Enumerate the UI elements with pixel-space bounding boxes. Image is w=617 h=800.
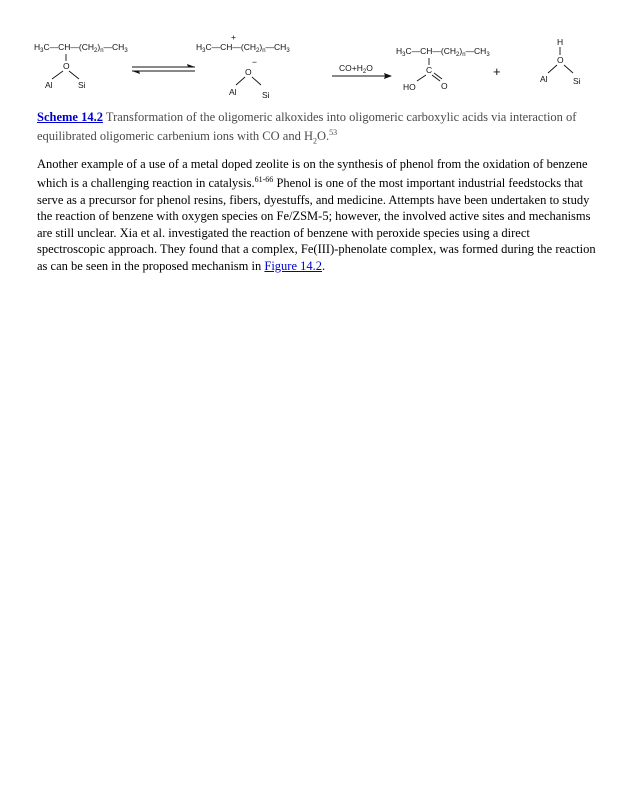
plus-sign: + — [493, 64, 501, 79]
reactant-alkoxide — [34, 42, 128, 90]
bond-c-oh — [417, 75, 426, 81]
bond-o-al — [548, 65, 557, 73]
bond-c-o-double-2 — [434, 73, 442, 79]
scheme-caption — [37, 109, 597, 150]
product-oxygen: O — [441, 81, 448, 91]
intermediate-oxygen: O — [245, 67, 252, 77]
scheme-drawing — [30, 30, 590, 105]
silanol-oxygen: O — [557, 55, 564, 65]
caption-text: Transformation of the oligomeric alkoxides into oligomeric carboxylic acids via interaction of equilibrated oligomeric carbenium ions with CO and H — [37, 110, 577, 144]
caption-tail: O. — [316, 129, 330, 144]
reactant-si: Si — [78, 80, 86, 90]
caption-citation: 53 — [329, 128, 338, 137]
reagent-label: $CO+H_2O$ — [339, 63, 373, 75]
carbenium-intermediate — [196, 32, 290, 100]
bond-o-si — [564, 65, 573, 73]
bond-o-si — [252, 77, 261, 85]
silanol-hydrogen: H — [557, 37, 564, 47]
reaction-scheme — [30, 30, 590, 105]
body-paragraph — [37, 156, 597, 274]
product-ho: HO — [403, 82, 416, 92]
reactant-al: Al — [45, 80, 53, 90]
figure-reference-link[interactable]: Figure 14.2 — [264, 258, 323, 273]
carbenium-plus: + — [231, 32, 236, 42]
bond-o-al — [52, 71, 63, 79]
silanol-si: Si — [573, 76, 581, 86]
bond-o-al — [236, 77, 245, 85]
intermediate-chain: $H_3C—CH—(CH_2)_n—CH_3$ — [196, 42, 290, 54]
paragraph-citation: 61-66 — [254, 175, 274, 185]
bridging-hydroxyl — [540, 37, 581, 86]
intermediate-si: Si — [262, 90, 270, 100]
equilibrium-arrows — [132, 64, 195, 74]
carboxylic-acid-product — [396, 46, 501, 92]
paragraph-text-2: Phenol is one of the most important industrial feedstocks that serve as a precursor for phenol resins, fibers, dyestuffs, and medicine. Attempts have been undertaken to study the reaction of benzene with oxygen species on Fe/ZSM-5; however, the involved active sites and mechanisms are still unclear. Xia et al. investigated the reaction of benzene with peroxide species using a direct spectroscopic approach. They found that a complex, Fe(III)-phenolate complex, was formed during the reaction as can be seen in the proposed mechanism in — [37, 176, 596, 273]
scheme-reference-link[interactable]: Scheme 14.2 — [37, 110, 103, 124]
reactant-chain: $H_3C—CH—(CH_2)_n—CH_3$ — [34, 42, 128, 54]
paragraph-text-1: Another example of a use of a metal doped zeolite is on the synthesis of phenol from the oxidation of benzene which is a challenging reaction in catalysis. — [37, 157, 588, 191]
reactant-oxygen: O — [63, 61, 70, 71]
caption-subscript: 2 — [312, 136, 317, 146]
bond-c-o-double-1 — [432, 75, 440, 81]
paragraph-end: . — [322, 258, 326, 273]
reaction-arrow — [332, 63, 392, 79]
bond-o-si — [69, 71, 79, 79]
oxygen-minus: − — [252, 57, 257, 67]
intermediate-al: Al — [229, 87, 237, 97]
silanol-al: Al — [540, 74, 548, 84]
product-chain: $H_3C—CH—(CH_2)_n—CH_3$ — [396, 46, 490, 58]
product-carbon: C — [426, 65, 433, 75]
